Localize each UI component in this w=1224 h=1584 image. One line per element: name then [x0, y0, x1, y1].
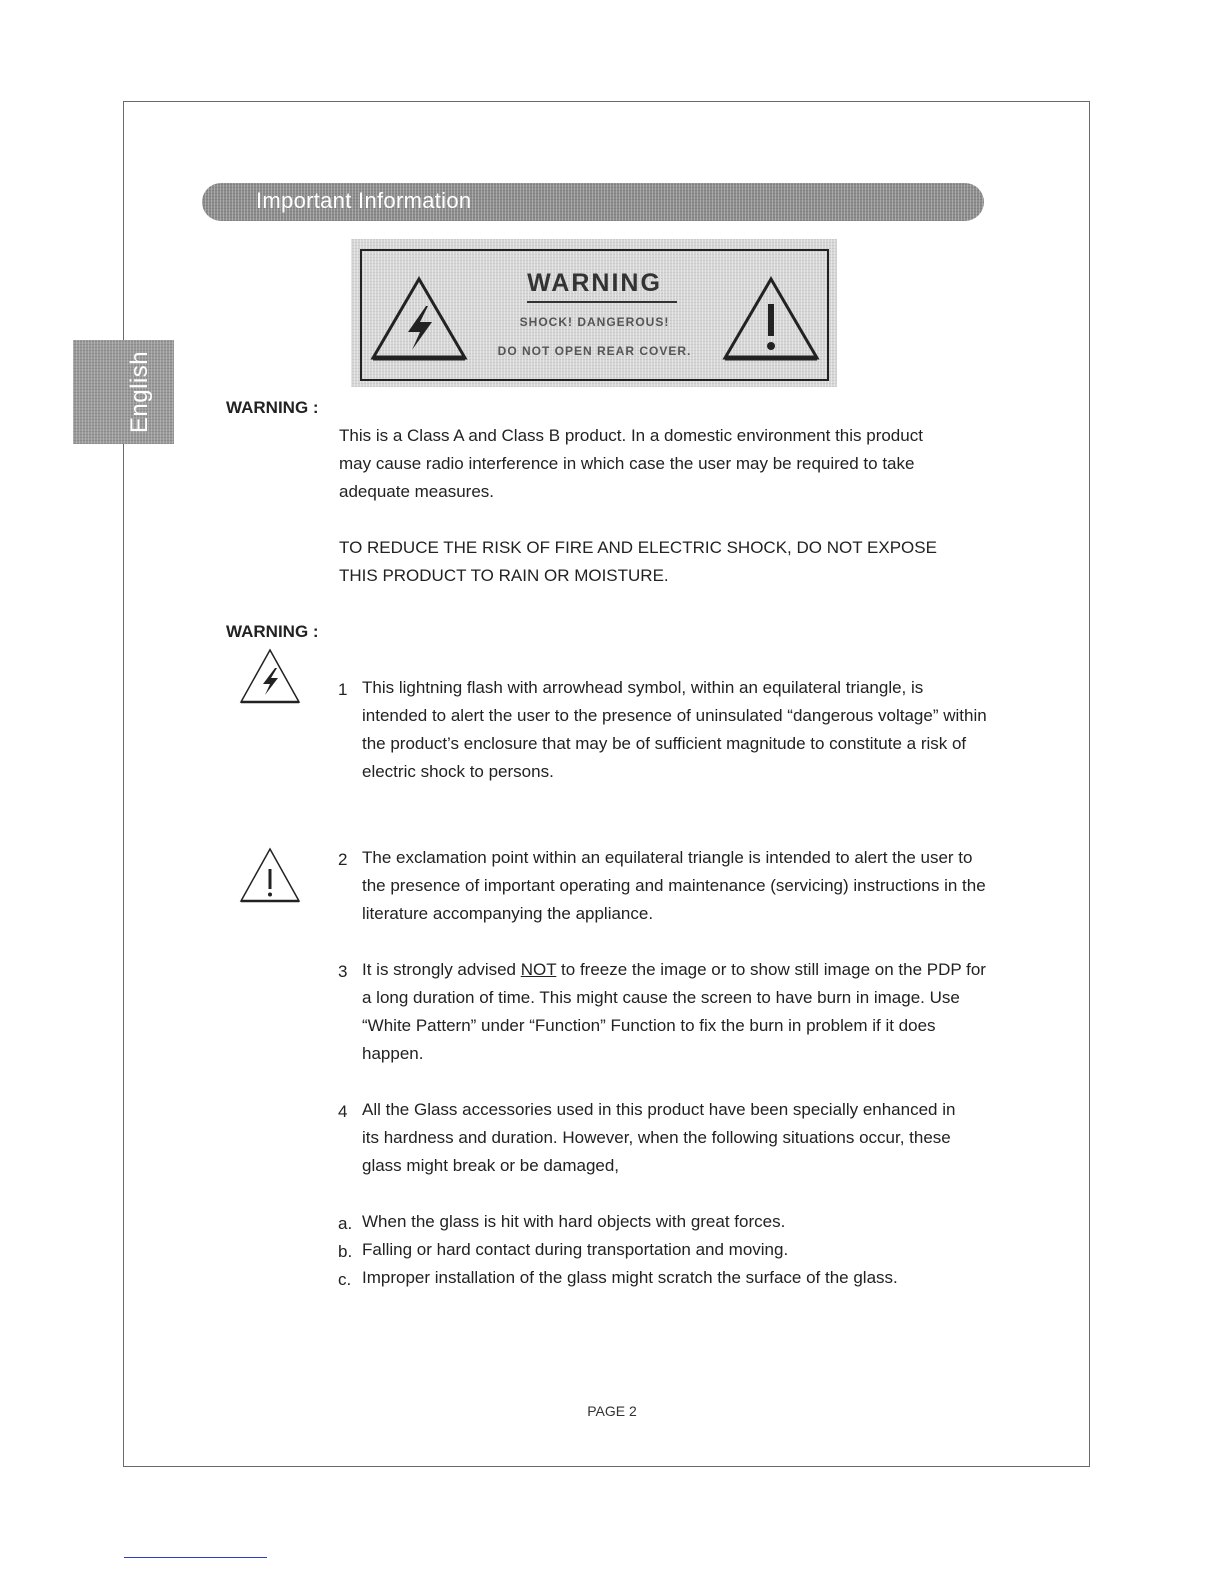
fire-shock-text: TO REDUCE THE RISK OF FIRE AND ELECTRIC SHOCK, DO NOT EXPOSE THIS PRODUCT TO RAIN OR MOISTURE. [339, 538, 937, 585]
exclamation-triangle-icon [722, 276, 820, 362]
warning-label [351, 239, 837, 387]
warning-label-title: WARNING [527, 269, 662, 297]
sub-item-text: Falling or hard contact during transportation and moving. [362, 1240, 789, 1259]
list-item-number: 2 [338, 850, 348, 869]
exclamation-triangle-icon [239, 847, 301, 903]
section-title-bar [202, 183, 984, 221]
warning-heading-2: WARNING : [226, 622, 319, 641]
sub-item-text: When the glass is hit with hard objects with great forces. [362, 1212, 786, 1231]
page-title: Important Information [256, 188, 472, 213]
item-text-after: to freeze the image or to show still image on the PDP for a long duration of time. This might cause the screen to have burn in image. Use “White Pattern” under “Function” Function to fix the burn in problem if it does happen. [362, 960, 986, 1063]
list-item-text: All the Glass accessories used in this product have been specially enhanced in its hardness and duration. However, when the following situations occur, these glass might break or be damaged, [362, 1100, 956, 1175]
list-item-text [362, 956, 990, 1068]
sub-item-letter: a. [338, 1214, 353, 1233]
warning-label-frame [360, 249, 829, 381]
list-item-number: 1 [338, 680, 348, 699]
warning-label-line1: SHOCK! DANGEROUS! [519, 315, 670, 329]
warning-heading-1: WARNING : [226, 398, 319, 417]
item-text-before: It is strongly advised [362, 960, 521, 979]
fire-shock-paragraph [339, 534, 939, 590]
sub-item-letter: c. [338, 1270, 352, 1289]
warning-title-underline [527, 301, 677, 303]
sub-item-letter: b. [338, 1242, 353, 1261]
list-item-text: The exclamation point within an equilateral triangle is intended to alert the user to the presence of important operating and maintenance (servicing) instructions in the literature accompanying the appliance. [362, 848, 986, 923]
list-item-text: This lightning flash with arrowhead symbol, within an equilateral triangle, is intended to alert the user to the presence of uninsulated “dangerous voltage” within the product’s enclosure that may be of sufficient magnitude to constitute a risk of electric shock to persons. [362, 678, 987, 781]
sub-item-text: Improper installation of the glass might scratch the surface of the glass. [362, 1268, 898, 1287]
list-item-number: 3 [338, 962, 348, 981]
class-ab-text: This is a Class A and Class B product. In a domestic environment this product may cause radio interference in which case the user may be required to take adequate measures. [339, 426, 923, 501]
lightning-triangle-icon [239, 648, 301, 704]
list-item-number: 4 [338, 1102, 348, 1121]
page-number: PAGE 2 [587, 1403, 637, 1419]
warning-label-line2: DO NOT OPEN REAR COVER. [497, 344, 692, 358]
language-tab [73, 340, 174, 444]
item-text-emphasis: NOT [520, 960, 557, 979]
footer-line [124, 1557, 267, 1558]
class-ab-paragraph [339, 422, 939, 506]
language-tab-label: English [126, 350, 153, 434]
